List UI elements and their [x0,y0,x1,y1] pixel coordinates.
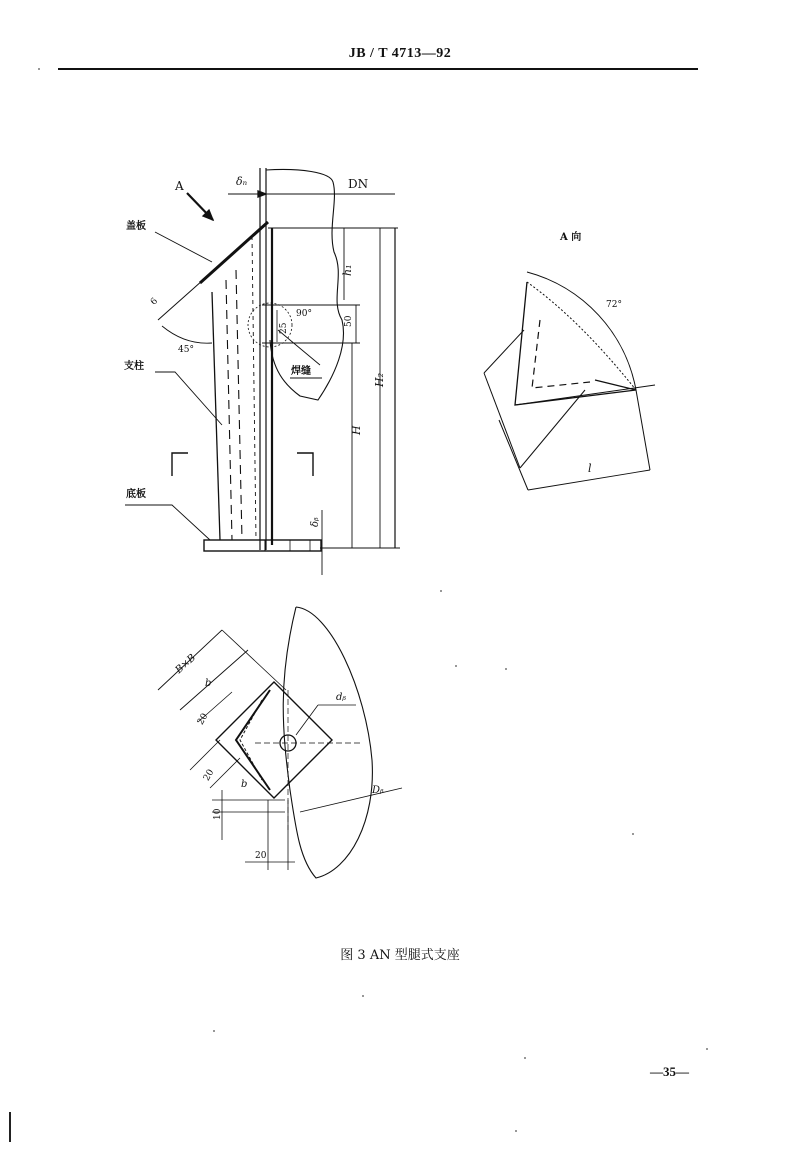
view-a [484,272,655,490]
arrow-a-label: A [175,179,184,193]
scan-speck [524,1057,526,1059]
weld-label: 焊缝 [291,366,311,377]
section-mark-right [297,453,313,476]
weld-seam [527,282,636,390]
standard-header: JB / T 4713—92 [348,46,452,61]
h1-label: h₁ [341,264,354,276]
view-a-title: A 向 [560,232,582,243]
delta-b-label: δᵦ [310,517,321,527]
cover-plate-label: 盖板 [126,221,146,232]
h2-label: H₂ [373,372,386,387]
elevation-view [125,168,400,575]
b-lower-label: b [241,779,248,790]
scan-margin-mark [9,1112,11,1142]
column-label: 支柱 [124,361,144,372]
view-a-labels [559,230,622,475]
scan-speck [213,1030,215,1032]
base-plate-square [216,682,332,798]
dim-20b-label: 20 [201,767,217,783]
angle-45-label: 45° [178,345,194,355]
Db-label: Dᵦ [372,785,384,796]
scan-speck [706,1048,708,1050]
scan-speck [38,68,40,70]
base-plate-label: 底板 [126,489,146,500]
scan-speck [455,665,457,667]
bxb-label: B×B [173,652,199,676]
dim-10-label: 10 [213,808,223,820]
scan-speck [632,833,634,835]
scan-speck [440,590,442,592]
angle-section [236,690,270,790]
section-mark-left [172,453,188,476]
delta-n-label: δₙ [236,175,248,188]
shell-arc [527,272,636,390]
cover-plate-extension [158,272,212,320]
scan-speck [515,1130,517,1132]
hidden-line-3 [252,236,256,540]
base-plate-leader [125,505,210,540]
plan-view [158,607,402,878]
angle-72-label: 72° [606,300,622,310]
hidden-plate [532,320,590,388]
db-label: dᵦ [336,692,347,703]
figure-caption: 图 3 AN 型腿式支座 [340,948,460,963]
column-leader [155,372,222,425]
plan-view-labels [173,652,384,861]
dim-25-label: 25 [279,322,289,334]
dim-50-label: 50 [344,315,354,327]
dim-20a-label: 20 [195,711,211,727]
scan-speck [362,995,364,997]
angle-45-arc [162,326,212,343]
scan-speck [505,668,507,670]
column-outer-edge [212,292,220,540]
weld-leader [278,330,320,365]
dim-6-label: 6 [148,296,161,308]
hidden-line-2 [236,270,242,540]
page-number: —35— [650,1064,689,1079]
dim-l-label: l [588,462,592,475]
db-leader [300,788,402,812]
h-label: H [350,425,363,435]
cover-plate-leader [155,232,212,262]
dn-label: DN [348,177,369,191]
b-label: b [205,678,212,689]
base-plate [204,540,321,551]
dim-20c-label: 20 [255,851,267,861]
hidden-line-1 [226,280,232,540]
angle-90-label: 90° [296,309,312,319]
